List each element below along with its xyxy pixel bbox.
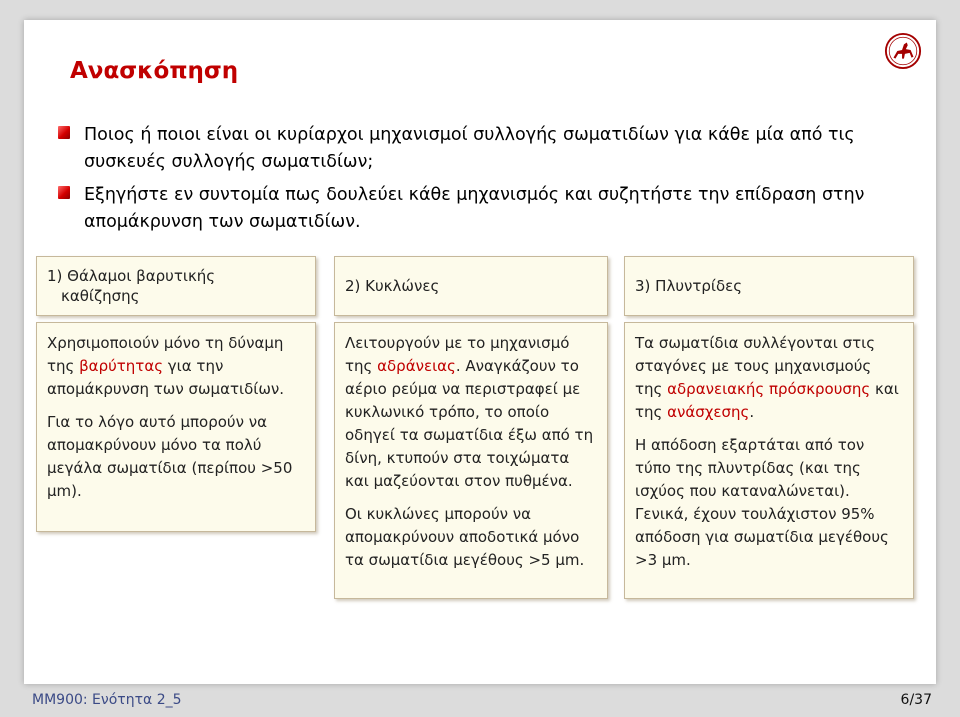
scrubbers-paragraph-1 — [635, 332, 903, 424]
question-text: Εξηγήστε εν συντομία πως δουλεύει κάθε μηχανισμός και συζητήστε την επίδραση στην απομάκρυνση των σωματιδίων. — [84, 185, 865, 232]
text-span: Χρησιμοποιούν μόνο τη δύναμη της — [47, 334, 284, 375]
text-span: Λειτουργούν με το μηχανισμό της — [345, 334, 570, 375]
red-square-bullet-icon — [58, 186, 70, 199]
list-item — [56, 182, 916, 236]
text-span: για την απομάκρυνση των σωματιδίων. — [47, 357, 285, 398]
red-square-bullet-icon — [58, 126, 70, 139]
page-title: Ανασκόπηση — [70, 58, 239, 84]
settling-chamber-heading — [36, 256, 316, 316]
scrubbers-heading — [624, 256, 914, 316]
text-span: και της — [635, 380, 899, 421]
cyclones-box — [334, 322, 608, 599]
inertia-term: αδράνειας — [377, 357, 456, 375]
centaur-logo-icon — [884, 32, 922, 70]
cyclones-heading-text: 2) Κυκλώνες — [345, 277, 440, 295]
inertial-impaction-term: αδρανειακής πρόσκρουσης — [667, 380, 871, 398]
text-span: Τα σωματίδια συλλέγονται στις σταγόνες με τους μηχανισμούς της — [635, 334, 875, 398]
cyclones-paragraph-2: Οι κυκλώνες μπορούν να απομακρύνουν αποδοτικά μόνο τα σωματίδια μεγέθους >5 μm. — [345, 505, 585, 569]
question-text: Ποιος ή ποιοι είναι οι κυρίαρχοι μηχανισμοί συλλογής σωματιδίων για κάθε μία από τις συσκευές συλλογής σωματιδίων; — [84, 125, 855, 172]
settling-paragraph-1 — [47, 332, 305, 401]
interception-term: ανάσχεσης — [667, 403, 750, 421]
slide — [24, 20, 936, 684]
settling-chamber-box — [36, 322, 316, 532]
text-span: . Αναγκάζουν το αέριο ρεύμα να περιστραφεί με κυκλωνικό τρόπο, το οποίο οδηγεί τα σωματίδια έξω από τη δίνη, κτυπούν στα τοιχώματα και μαζεύονται στον πυθμένα. — [345, 357, 594, 490]
footer-course-label: ΜΜ900: Ενότητα 2_5 — [32, 692, 182, 708]
scrubbers-box — [624, 322, 914, 599]
text-span: . — [749, 403, 755, 421]
gravity-term: βαρύτητας — [79, 357, 164, 375]
list-item — [56, 122, 916, 176]
settling-heading-line1: 1) Θάλαμοι βαρυτικής — [47, 267, 216, 285]
settling-heading-line2: καθίζησης — [61, 287, 140, 305]
cyclones-heading — [334, 256, 608, 316]
scrubbers-paragraph-2: Η απόδοση εξαρτάται από τον τύπο της πλυντρίδας (και της ισχύος που καταναλώνεται). Γενικά, έχουν τουλάχιστον 95% απόδοση για σωματίδια μεγέθους >3 μm. — [635, 436, 889, 569]
cyclones-paragraph-1 — [345, 332, 597, 493]
question-list — [56, 122, 916, 242]
scrubbers-heading-text: 3) Πλυντρίδες — [635, 277, 743, 295]
page-number: 6/37 — [900, 692, 932, 708]
settling-paragraph-2: Για το λόγο αυτό μπορούν να απομακρύνουν μόνο τα πολύ μεγάλα σωματίδια (περίπου >50 μm). — [47, 413, 293, 500]
